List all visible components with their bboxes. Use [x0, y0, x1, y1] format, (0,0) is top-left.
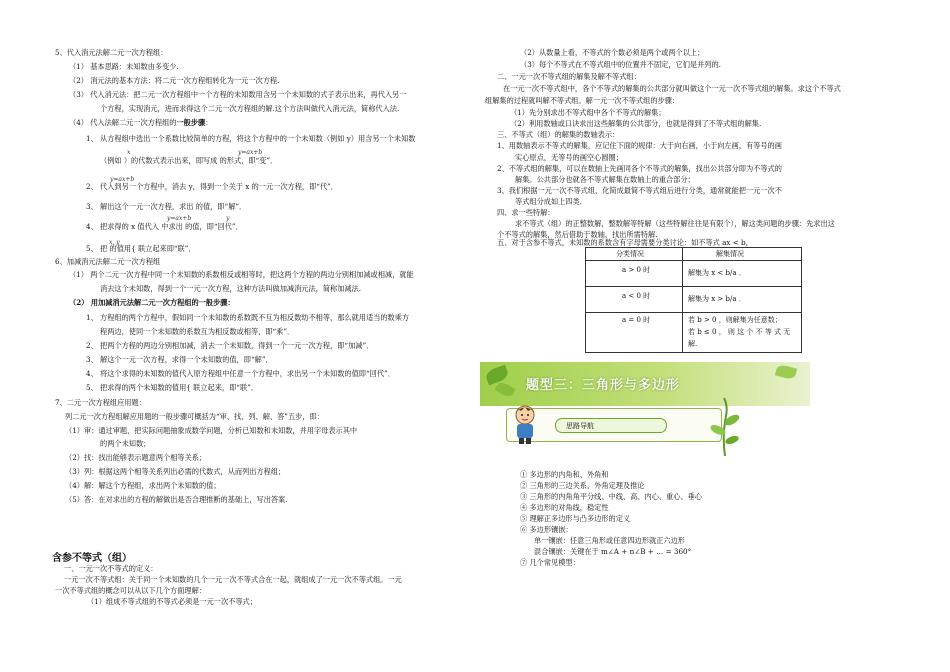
- text-line: 2、 把两个方程的两边分别相加减，消去一个未知数，得到一个一元一次方程，即“加减”．: [86, 341, 374, 350]
- text-line: 4、 将这个求得的未知数的值代入原方程组中任意一个方程中，求出另一个未知数的值即“回代”．: [86, 369, 395, 378]
- text-line: （1） 两个二元一次方程中同一个未知数的系数相反或相等时，把这两个方程的两边分别相加减或相减，就能: [69, 270, 414, 279]
- table-cell: a = 0 时: [622, 316, 651, 324]
- text-line: （1）审：通过审题，把实际问题抽象成数学问题，分析已知数和未知数，并用字母表示其中: [65, 426, 358, 435]
- classification-table: [585, 247, 802, 353]
- text-line: 个不等式的解集，然后借助于数轴，找出所需特解.: [497, 230, 658, 239]
- section-banner: [480, 362, 810, 406]
- text-line: 6、加减消元法解二元一次方程组: [55, 257, 161, 266]
- text-line: 1、用数轴表示不等式的解集，应记住下面的规律：大于向右画，小于向左画，有等号的画: [497, 141, 782, 150]
- table-cell: a < 0 时: [622, 292, 651, 300]
- text-line: （2）找：找出能够表示题意两个相等关系；: [65, 453, 207, 462]
- list-item: 单一镶嵌：任意三角形或任意四边形就正六边形: [534, 536, 685, 545]
- text-line: 1、 从方程组中选出一个系数比较简单的方程，将这个方程中的一个未知数（例如 y）用含另一个未知数: [86, 134, 416, 143]
- table-rule: [586, 286, 801, 287]
- table-cell: 若 b > 0 ，则解集为任意数；: [688, 316, 782, 324]
- text-line: 求不等式（组）的正整数解，整数解等特解（这些特解往往是有限个），解这类问题的步骤：先求出这: [515, 219, 835, 228]
- nav-label: 思路导航: [566, 422, 594, 430]
- text-line: 组解集的过程就叫解不等式组。解一元一次不等式组的步骤：: [485, 96, 680, 105]
- leaf-decoration: [494, 380, 515, 399]
- text-line: 一次不等式组的概念可以从以下几个方面理解：: [55, 586, 206, 595]
- text-line: 等式组分成如上四类.: [515, 197, 582, 206]
- text-line: 5、代入消元法解二元一次方程组：: [55, 48, 168, 57]
- text-line: 4、 把求得的 x 值代入 中求出 的值，即“回代”．: [86, 222, 243, 231]
- text-line: （5）答：在对求出的方程的解做出是否合理推断的基础上，写出答案.: [65, 495, 288, 504]
- text-line: 1、 方程组的两个方程中，假如同一个未知数的系数既不互为相反数幼不相等，那么就用适当的数乘方: [86, 313, 410, 322]
- bold-term: 一般步骤: [176, 118, 206, 127]
- list-item: ⑦ 几个常见模型：: [520, 558, 580, 567]
- text-line: 3、 解出这个一元一次方程，求出 的值，即“解”．: [86, 202, 247, 211]
- nav-pill: [555, 418, 667, 433]
- plant-decoration-icon: [708, 396, 742, 456]
- text-line: （2） 消元法的基本方法：将二元一次方程组转化为一元一次方程.: [69, 76, 280, 85]
- list-item: ⑤ 理解正多边形与凸多边形的定义: [520, 514, 631, 523]
- text-line: 5、 把求得的两个未知数的值用{ 联立起来，即“联”．: [86, 383, 259, 392]
- formula-note: y=ax+b: [167, 215, 192, 222]
- text-line: [69, 118, 212, 127]
- text-line: （1）组成不等式组的不等式必须是一元一次不等式；: [87, 597, 257, 606]
- text-line: 的两个未知数；: [100, 439, 151, 448]
- text-line: 5、 把 的值用{ 联立起来即“联”．: [86, 244, 196, 253]
- list-item: ① 多边形的内角和、外角和: [520, 470, 609, 479]
- cartoon-boy-icon: [508, 403, 542, 445]
- text-line: 三、不等式（组）的解集的数轴表示：: [497, 130, 620, 139]
- text-line: （2） 用加减消元法解二元一次方程组的一般步骤：: [69, 298, 235, 307]
- text-line: 五、对于含参不等式，未知数的系数含有字母需要分类讨论：如不等式 ax < b，: [497, 238, 753, 247]
- text-line: （2）从数量上看，不等式的个数必须是两个或两个以上；: [520, 48, 705, 57]
- text-line: 3、 解这个一元一次方程，求得一个未知数的值，即“解”．: [86, 355, 273, 364]
- text-line: 列二元一次方程组解应用题的一般步骤可概括为“审、找、列、解、答”五步，即：: [65, 412, 324, 421]
- text-line: （1）先分别求出不等式组中各个不等式的解集；: [510, 108, 666, 117]
- text-line: （3）列：根据这两个相等关系列出必需的代数式，从而列出方程组；: [65, 467, 286, 476]
- list-item: 混合镶嵌：关键在于 m∠A + n∠B + … = 360°: [534, 547, 692, 556]
- text-line: （1） 基本思路：未知数由多变少.: [69, 62, 179, 71]
- text-line: 2、不等式组的解集，可以在数轴上先画同各个不等式的解集，找出公共部分即为不等式的: [497, 164, 782, 173]
- text-run: （4） 代入法解二元一次方程组的: [69, 118, 177, 127]
- table-cell: 解集为 x < b/a ．: [688, 269, 746, 277]
- table-rule: [586, 312, 801, 313]
- text-line: 实心原点，无等号的画空心圆圈；: [515, 153, 623, 162]
- table-header: 解集情况: [716, 250, 744, 258]
- list-item: ④ 多边形的对角线，稳定性: [520, 503, 609, 512]
- text-line: 消去这个未知数，得到一个一元一次方程，这种方法叫做加减消元法，简称加减法.: [100, 284, 362, 293]
- table-cell: 解.: [688, 340, 698, 348]
- text-line: （3）每个不等式在不等式组中的位置并不固定，它们是并列的.: [520, 60, 721, 69]
- leaf-decoration: [775, 364, 797, 381]
- leaf-decoration: [484, 365, 509, 386]
- text-line: 四、求一些特解：: [497, 208, 555, 217]
- text-line: 一、一元一次不等式的定义：: [64, 564, 158, 573]
- table-cell: a > 0 时: [622, 266, 651, 274]
- text-run: ：: [205, 118, 213, 127]
- text-line: 解集。公共部分也就各不等式解集在数轴上的重合部分；: [515, 175, 695, 184]
- formula-note: y: [226, 215, 230, 222]
- text-line: 2、 代入到另一个方程中，消去 y，得到一个关于 x 的一元一次方程，即“代”．: [86, 182, 338, 191]
- text-line: 一元一次不等式组：关于同一个未知数的几个一元一次不等式合在一起，就组成了一元一次不等式组。一元: [64, 575, 402, 584]
- text-line: （3） 代入消元法：把二元一次方程组中一个方程的未知数用含另一个未知数的式子表示出来，再代入另一: [69, 90, 407, 99]
- banner-title: 题型三：三角形与多边形: [526, 378, 681, 393]
- section-title: 含参不等式（组）: [52, 553, 132, 564]
- formula-note: y=ax+b: [110, 176, 135, 183]
- formula-note: y=ax+b: [238, 149, 263, 156]
- table-cell: 若 b ≤ 0 ， 则 这 个 不 等 式 无: [688, 328, 791, 336]
- formula-note: x: [127, 149, 131, 156]
- table-divider: [682, 248, 683, 352]
- formula-note: x, y: [109, 239, 120, 246]
- text-line: 7、二元一次方程组应用题：: [55, 398, 146, 407]
- text-line: 程两边，使同一个未知数的系数互为相反数或相等，即“乘”．: [100, 327, 295, 336]
- text-line: （例如 ）的代数式表示出来，即写成 的形式，即“变”．: [100, 156, 278, 165]
- text-line: 在一元一次不等式组中，各个不等式的解集的公共部分就叫做这个一元一次不等式组的解集。求这个不等式: [503, 84, 841, 93]
- text-line: 二、一元一次不等式组的解集及解不等式组：: [497, 72, 641, 81]
- text-line: 3、我们根据一元一次不等式组，化简成最简不等式组后进行分类，通常就能把一元一次不: [497, 186, 782, 195]
- list-item: ⑥ 多边形镶嵌：: [520, 525, 573, 534]
- text-line: （2）利用数轴或口诀求出这些解集的公共部分，也就是得到了不等式组的解集.: [510, 119, 762, 128]
- list-item: ③ 三角形的内角角平分线、中线、高、内心、重心、垂心: [520, 492, 702, 501]
- text-line: 个方程，实现消元，进而求得这个二元一次方程组的解.这个方法叫做代入消元法，简称代入法.: [100, 104, 400, 113]
- table-header: 分类情况: [616, 250, 644, 258]
- list-item: ② 三角形的三边关系，外角定理及推论: [520, 481, 645, 490]
- table-rule: [586, 260, 801, 261]
- table-cell: 解集为 x > b/a ．: [688, 295, 746, 303]
- text-line: （4）解：解这个方程组，求出两个未知数的值；: [65, 481, 221, 490]
